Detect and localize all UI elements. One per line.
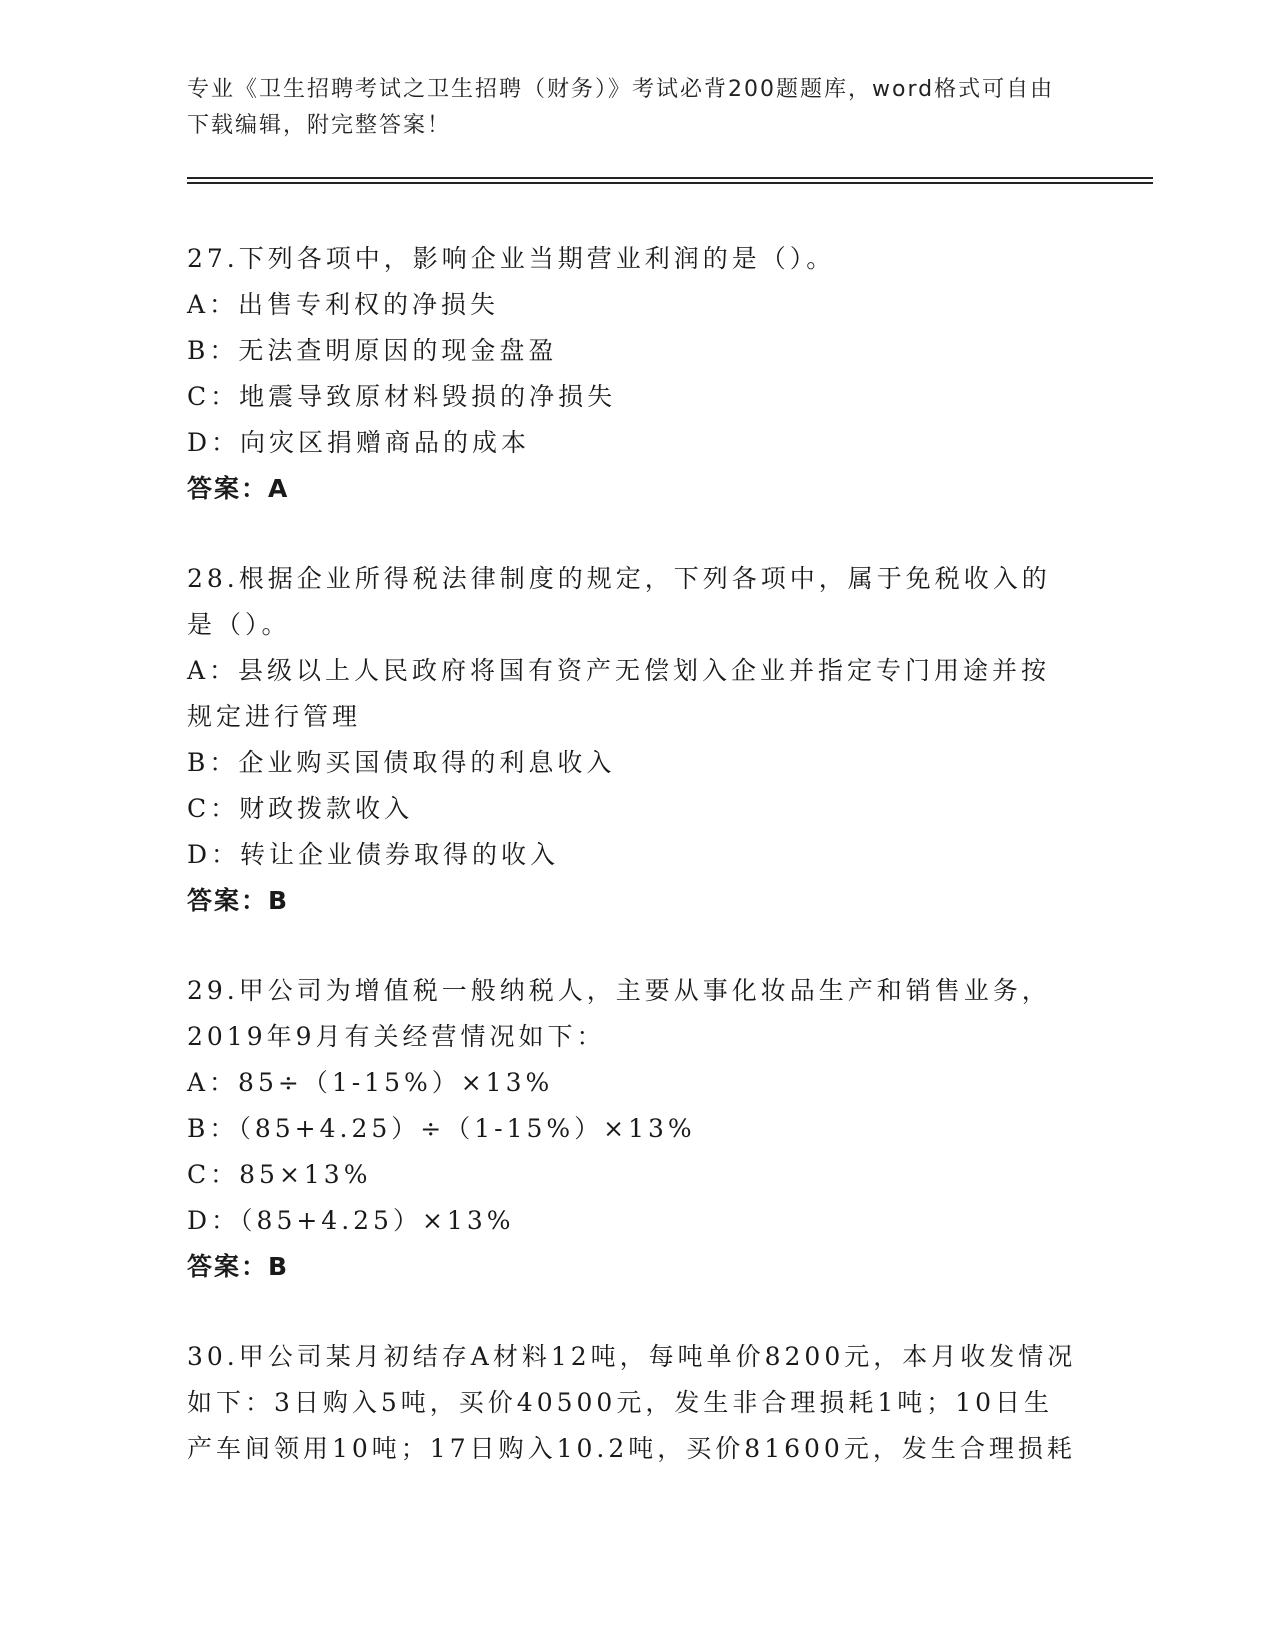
option-d: D：转让企业债券取得的收入	[187, 840, 560, 869]
header-divider-top	[187, 177, 1153, 179]
option-a: A：县级以上人民政府将国有资产无偿划入企业并指定专门用途并按规定进行管理	[187, 656, 1051, 731]
question-stem: 28.根据企业所得税法律制度的规定，下列各项中，属于免税收入的是（）。	[187, 564, 1051, 639]
document-intro: 专业《卫生招聘考试之卫生招聘（财务）》考试必背200题题库，word格式可自由下载编辑，附完整答案！	[187, 77, 1055, 138]
option-c: C：财政拨款收入	[187, 794, 414, 823]
option-c: C：地震导致原材料毁损的净损失	[187, 382, 617, 411]
question-stem: 30.甲公司某月初结存A材料12吨，每吨单价8200元，本月收发情况如下：3日购入5吨，买价40500元，发生非合理损耗1吨；10日生产车间领用10吨；17日购入10.2吨，买价81600元，发生合理损耗	[187, 1342, 1077, 1463]
option-c: C：85×13%	[187, 1160, 372, 1189]
answer-label: 答案：B	[187, 1252, 290, 1281]
option-a: A：85÷（1-15%）×13%	[187, 1068, 554, 1097]
option-d: D：（85+4.25）×13%	[187, 1206, 515, 1235]
header-divider-bottom	[187, 182, 1153, 184]
option-b: B：（85+4.25）÷（1-15%）×13%	[187, 1114, 696, 1143]
option-d: D：向灾区捐赠商品的成本	[187, 428, 531, 457]
option-b: B：无法查明原因的现金盘盈	[187, 336, 558, 365]
question-27	[187, 236, 1077, 512]
option-a: A：出售专利权的净损失	[187, 290, 500, 319]
question-list	[187, 236, 1077, 1472]
question-29	[187, 968, 1077, 1290]
question-30	[187, 1334, 1077, 1472]
answer-label: 答案：B	[187, 886, 290, 915]
question-28	[187, 556, 1077, 924]
question-stem: 29.甲公司为增值税一般纳税人，主要从事化妆品生产和销售业务，2019年9月有关经营情况如下：	[187, 976, 1051, 1051]
answer-label: 答案：A	[187, 474, 290, 503]
option-b: B：企业购买国债取得的利息收入	[187, 748, 616, 777]
question-stem: 27.下列各项中，影响企业当期营业利润的是（）。	[187, 244, 836, 273]
